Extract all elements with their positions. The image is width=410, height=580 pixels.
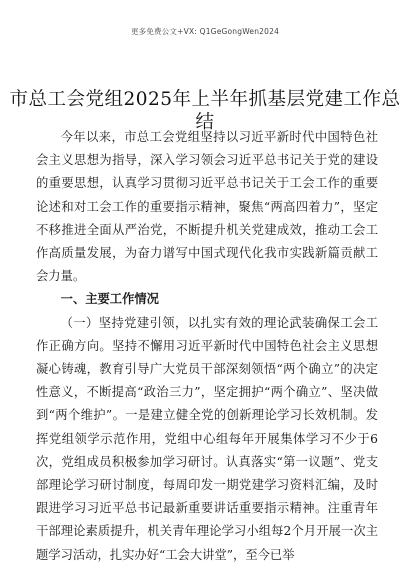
section-paragraph: （一）坚持党建引领，以扎实有效的理论武装确保工会工作正确方向。坚持不懈用习近平新时代中国特色社会主义思想凝心铸魂，教育引导广大党员干部深刻领悟“两个确立”的决定性意义，不断提高“政治三力”，坚定拥护“两个确立”、坚决做到“两个维护”。一是建立健全党的创新理论学习长效机制。发挥党组领学示范作用，党组中心组每年开展集体学习不少于6次，党组成员积极参加学习研讨。认真落实“第一议题”、党支部理论学习研讨制度，每周印发一期党建学习资料汇编，及时跟进学习习近平总书记最新重要讲话重要指示精神。注重青年干部理论素质提升，机关青年理论学习小组每2个月开展一次主题学习活动，扎实办好“工会大讲堂”，至今已举 bbox=[36, 315, 378, 562]
document-body bbox=[36, 126, 378, 567]
header-watermark: 更多免费公文+VX: Q1GeGongWen2024 bbox=[130, 27, 280, 36]
document-title-text: 市总工会党组2025年上半年抓基层党建工作总结 bbox=[9, 89, 401, 134]
section-heading: 一、主要工作情况 bbox=[60, 292, 159, 307]
intro-paragraph: 今年以来，市总工会党组坚持以习近平新时代中国特色社会主义思想为指导，深入学习领会习近平总书记关于党的建设的重要思想，认真学习贯彻习近平总书记关于工会工作的重要论述和对工会工作的重要指示精神，聚焦“两高四着力”，坚定不移推进全面从严治党，不断提升机关党建成效，推动工会工作高质量发展，为奋力谱写中国式现代化我市实践新篇贡献工会力量。 bbox=[36, 130, 378, 284]
